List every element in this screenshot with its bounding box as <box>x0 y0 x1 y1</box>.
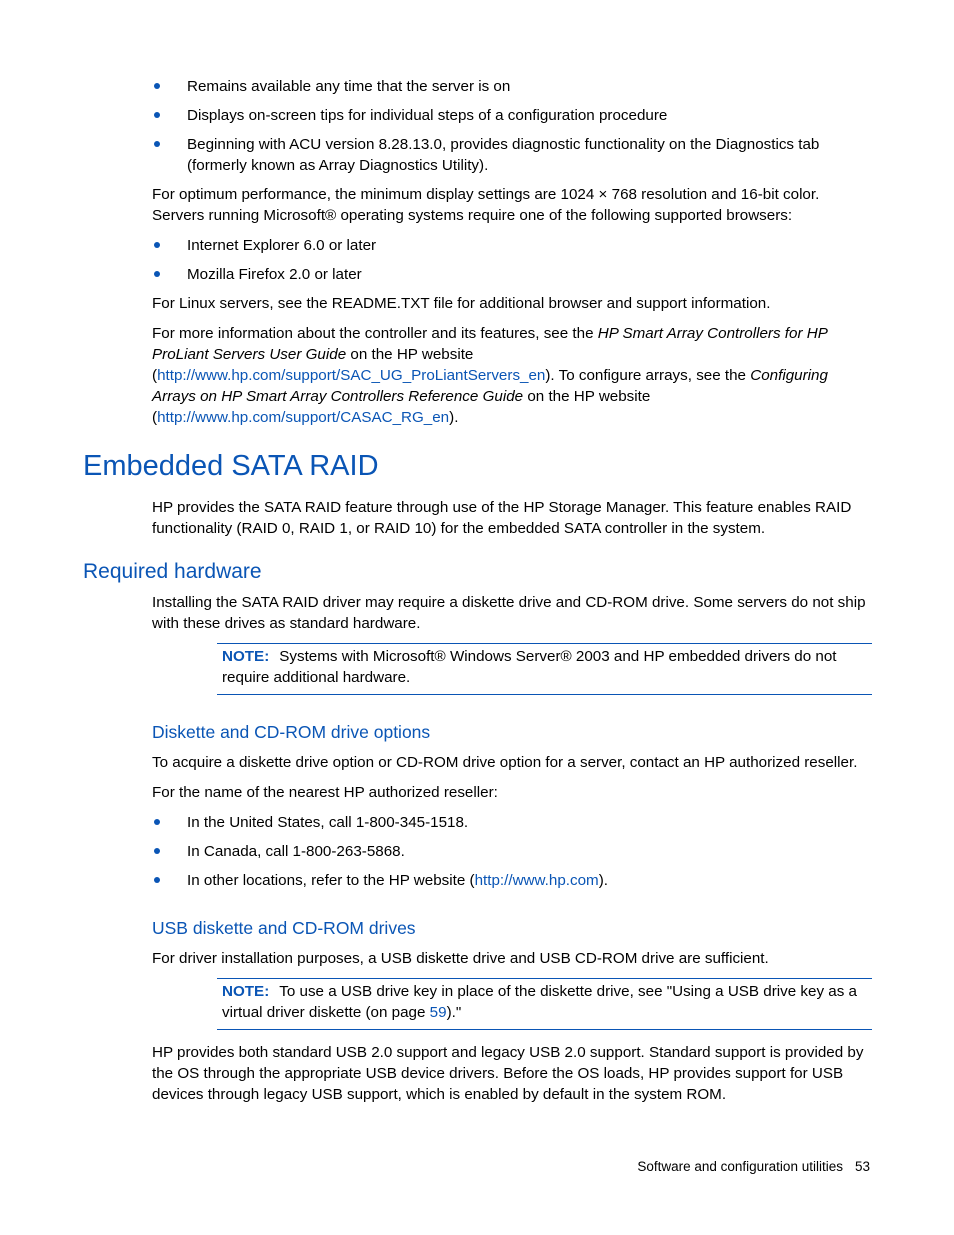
bullet-icon <box>154 271 160 277</box>
diskette-options-paragraph: To acquire a diskette drive option or CD-ROM drive option for a server, contact an HP authorized reseller. <box>152 754 858 771</box>
user-guide-title: HP Smart Array Controllers for HP ProLiant Servers User Guide <box>152 325 828 363</box>
more-info-paragraph: For more information about the controller and its features, see the HP Smart Array Controllers for HP ProLiant Servers User Guide on the HP website (http://www.hp.com/support/SAC_UG_ProLiantServers_en). To configure arrays, see the Configuring Arrays on HP Smart Array Controllers Reference Guide on the HP website (http://www.hp.com/support/CASAC_RG_en). <box>152 325 828 426</box>
usb-drive-note: NOTE: To use a USB drive key in place of the diskette drive, see "Using a USB drive key as a virtual driver diskette (on page 59)." <box>217 978 872 1030</box>
usb-drives-heading: USB diskette and CD-ROM drives <box>152 918 416 938</box>
note-text: Systems with Microsoft® Windows Server® 2003 and HP embedded drivers do not require additional hardware. <box>222 648 837 686</box>
casac-rg-link[interactable]: http://www.hp.com/support/CASAC_RG_en <box>157 409 450 426</box>
list-item <box>152 235 872 256</box>
page-59-link[interactable]: 59 <box>429 1004 447 1021</box>
list-item-text: Remains available any time that the server is on <box>187 78 511 95</box>
bullet-icon <box>154 848 160 854</box>
usb-support-paragraph: HP provides both standard USB 2.0 support and legacy USB 2.0 support. Standard support is provided by the OS through the appropriate USB device drivers. Before the OS loads, HP provides support for USB devices through legacy USB support, which is enabled by default in the system ROM. <box>152 1044 864 1103</box>
required-hardware-note <box>217 643 872 695</box>
list-item <box>152 264 872 285</box>
list-item-text: Beginning with ACU version 8.28.13.0, provides diagnostic functionality on the Diagnostics tab (formerly known as Array Diagnostics Utility). <box>187 136 820 174</box>
bullet-icon <box>154 112 160 118</box>
hp-website-link[interactable]: http://www.hp.com <box>474 872 599 889</box>
browser-list <box>152 235 872 285</box>
embedded-sata-raid-paragraph: HP provides the SATA RAID feature through use of the HP Storage Manager. This feature enables RAID functionality (RAID 0, RAID 1, or RAID 10) for the embedded SATA controller in the system. <box>152 499 852 537</box>
required-hardware-heading: Required hardware <box>83 560 262 583</box>
list-item <box>152 812 872 833</box>
bullet-icon <box>154 83 160 89</box>
diskette-options-heading: Diskette and CD-ROM drive options <box>152 722 431 742</box>
required-hardware-paragraph: Installing the SATA RAID driver may require a diskette drive and CD-ROM drive. Some servers do not ship with these drives as standard hardware. <box>152 594 866 632</box>
list-item <box>152 841 872 862</box>
list-item <box>152 134 872 176</box>
page-number: 53 <box>854 1159 870 1174</box>
reference-guide-title: Configuring Arrays on HP Smart Array Controllers Reference Guide <box>152 367 828 405</box>
list-item-text: Internet Explorer 6.0 or later <box>187 237 377 254</box>
list-item <box>152 76 872 97</box>
intro-bullet-list <box>152 76 872 176</box>
reseller-paragraph: For the name of the nearest HP authorized reseller: <box>152 784 498 801</box>
sac-ug-link[interactable]: http://www.hp.com/support/SAC_UG_ProLiantServers_en <box>157 367 546 384</box>
list-item-text: Displays on-screen tips for individual steps of a configuration procedure <box>187 107 668 124</box>
note-label: NOTE: <box>222 983 270 1000</box>
list-item-text: In the United States, call 1-800-345-1518. <box>187 814 469 831</box>
bullet-icon <box>154 877 160 883</box>
page-footer <box>560 1157 870 1177</box>
footer-section-title: Software and configuration utilities <box>637 1159 843 1174</box>
note-label: NOTE: <box>222 648 270 665</box>
linux-paragraph: For Linux servers, see the README.TXT file for additional browser and support information. <box>152 295 771 312</box>
embedded-sata-raid-heading: Embedded SATA RAID <box>83 450 379 482</box>
bullet-icon <box>154 819 160 825</box>
reseller-list <box>152 812 872 891</box>
list-item: In other locations, refer to the HP website (http://www.hp.com). <box>152 870 872 891</box>
bullet-icon <box>154 242 160 248</box>
usb-drives-paragraph: For driver installation purposes, a USB diskette drive and USB CD-ROM drive are sufficient. <box>152 950 769 967</box>
page-content <box>83 76 872 1114</box>
list-item-text: In Canada, call 1-800-263-5868. <box>187 843 405 860</box>
list-item <box>152 105 872 126</box>
bullet-icon <box>154 141 160 147</box>
performance-paragraph: For optimum performance, the minimum display settings are 1024 × 768 resolution and 16-bit color. Servers running Microsoft® operating systems require one of the following supported browsers: <box>152 186 820 224</box>
list-item-text: Mozilla Firefox 2.0 or later <box>187 266 362 283</box>
